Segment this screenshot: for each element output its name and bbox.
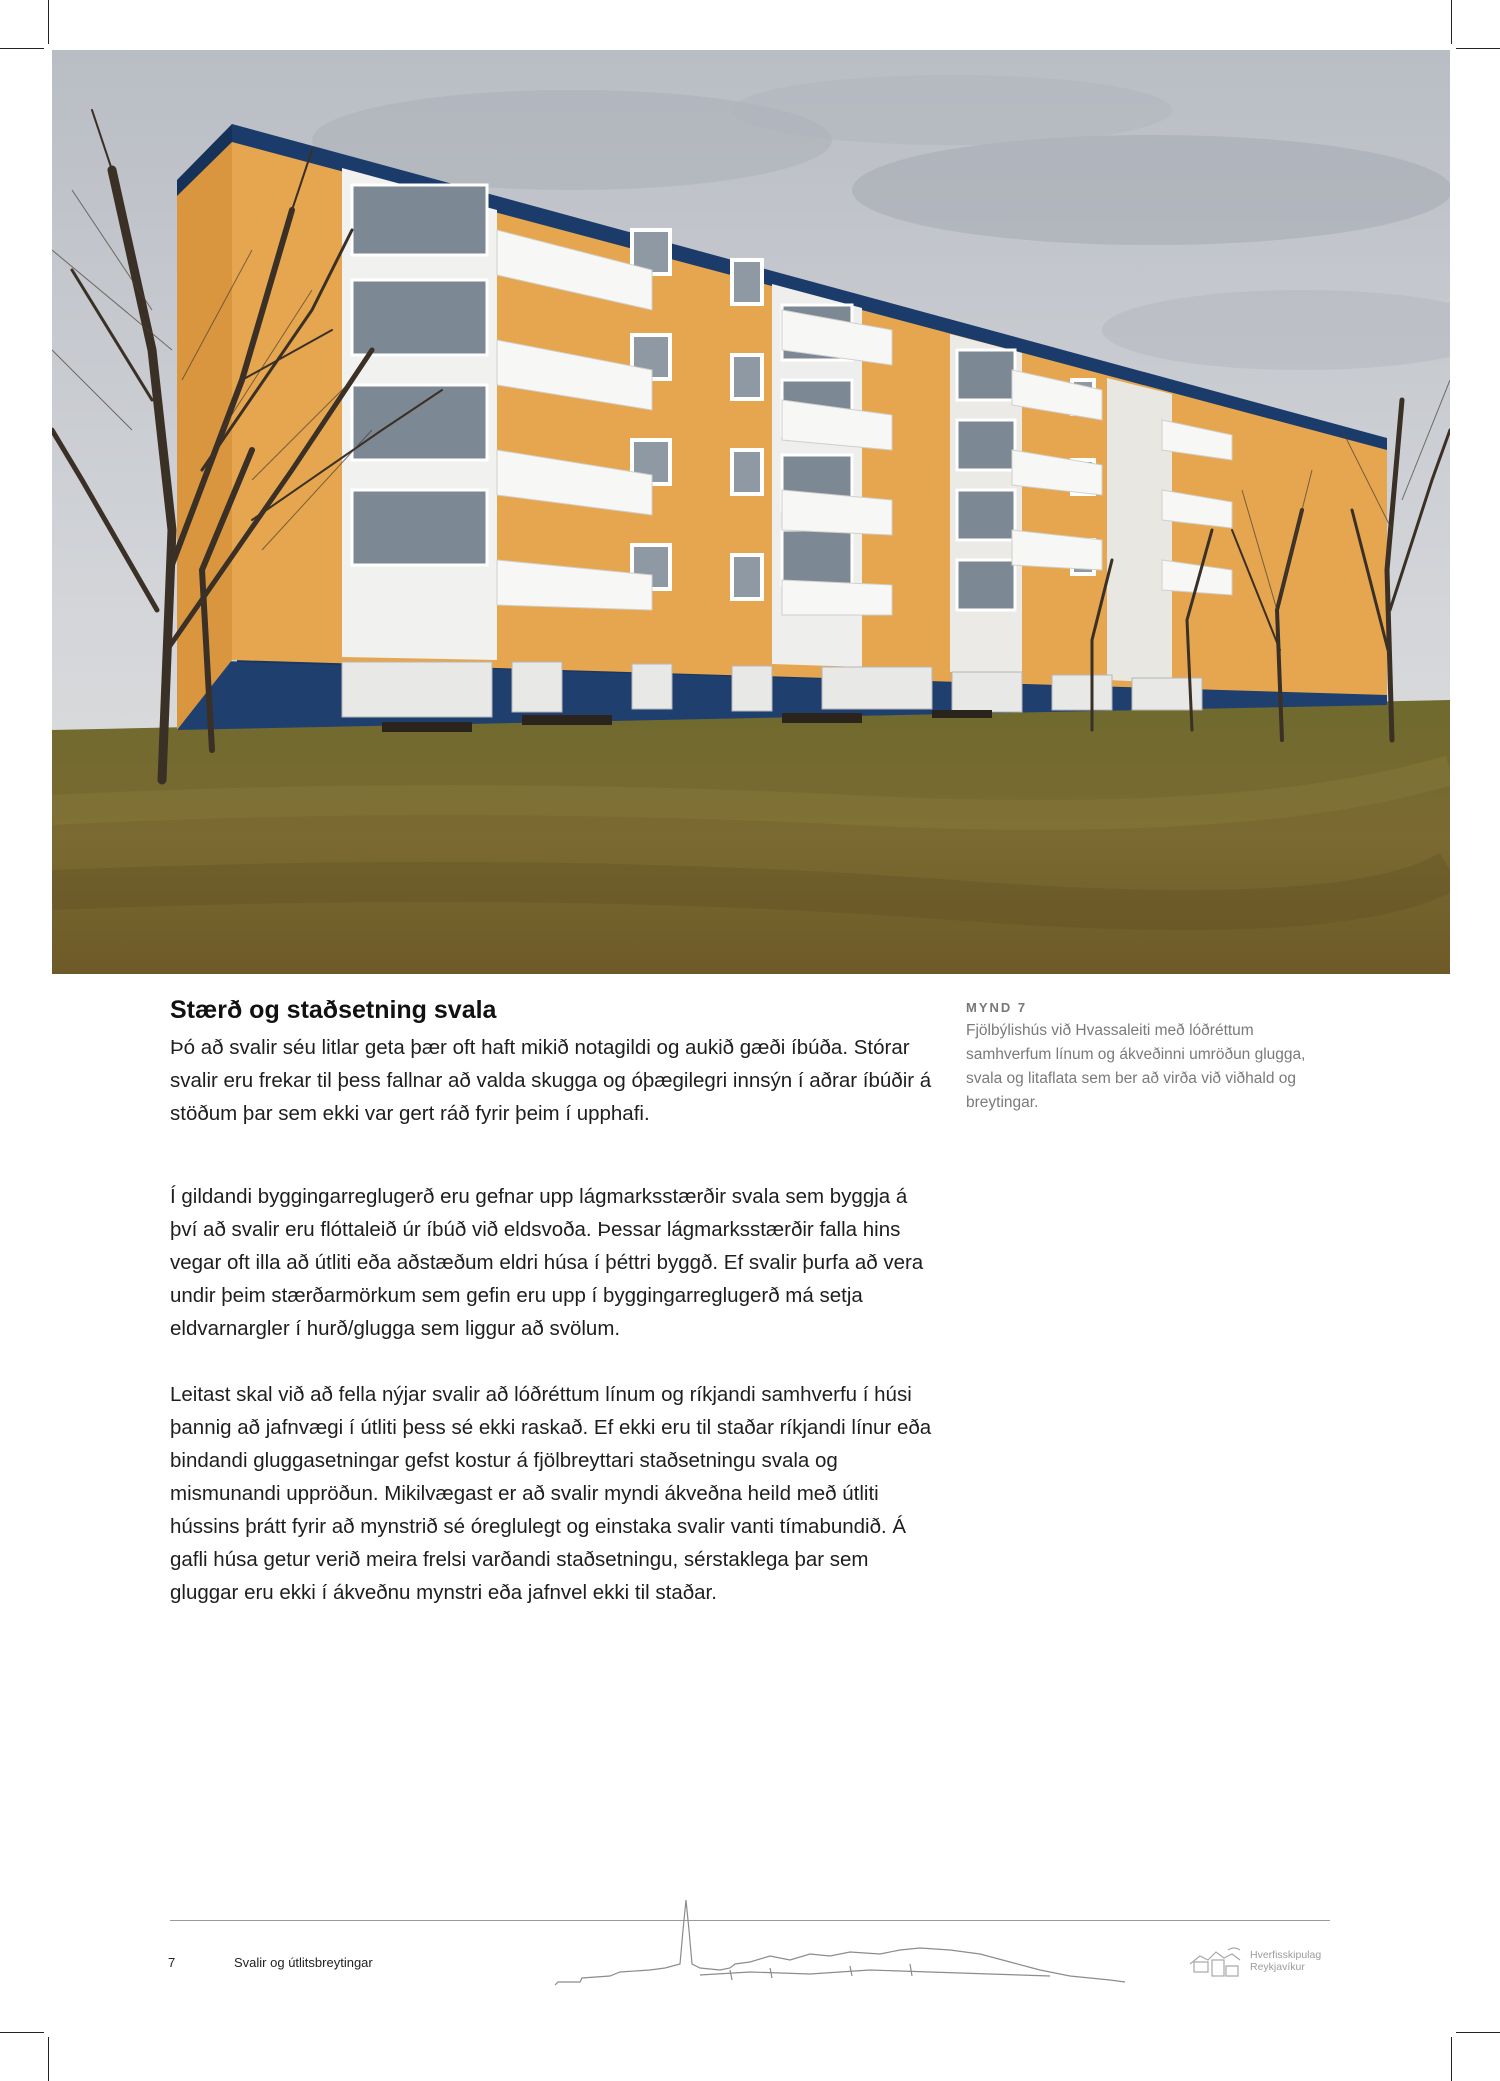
caption-label: MYND 7 [966, 1000, 1028, 1015]
logo-wordmark [1250, 1949, 1321, 1973]
logo-mark-icon [1188, 1944, 1244, 1985]
paragraph-1: Þó að svalir séu litlar geta þær oft haft mikið notagildi og aukið gæði íbúða. Stórar svalir eru frekar til þess fallnar að valda skugga og óþægilegri innsýn í aðrar íbúðir á stöðum þar sem ekki var gert ráð fyrir þeim í upphafi. [170, 1036, 932, 1125]
logo-line-2: Reykjavíkur [1250, 1961, 1305, 1973]
paragraph-2: Í gildandi byggingarreglugerð eru gefnar upp lágmarksstærðir svala sem byggja á því að svalir eru flóttaleið úr íbúð við eldsvoða. Þessar lágmarksstærðir falla hins vegar oft illa að útliti eða aðstæðum eldri húsa í þéttri byggð. Ef svalir þurfa að vera undir þeim stærðarmörkum sem gefin eru upp í byggingarreglugerð má setja eldvarnargler í hurð/glugga sem liggur að svölum. [170, 1185, 924, 1340]
document-title: Svalir og útlitsbreytingar [234, 1955, 373, 1970]
crop-mark [1451, 0, 1452, 44]
skyline-illustration-icon [550, 1890, 1130, 2005]
crop-mark [48, 2037, 49, 2081]
body-paragraph [170, 1378, 940, 1609]
paragraph-3: Leitast skal við að fella nýjar svalir að lóðréttum línum og ríkjandi samhverfu í húsi þannig að jafnvægi í útliti þess sé ekki raskað. Ef ekki eru til staðar ríkjandi línur eða bindandi gluggasetningar gefst kostur á fjölbreyttari staðsetningu svala og mismunandi uppröðun. Mikilvægast er að svalir myndi ákveðna heild með útliti hússins þrátt fyrir að mynstrið sé óreglulegt og einstaka svalir vanti tímabundið. Á gafli húsa getur verið meira frelsi varðandi staðsetningu, sérstaklega þar sem gluggar eru ekki í ákveðnu mynstri eða jafnvel ekki til staðar. [170, 1383, 932, 1604]
caption-text: Fjölbýlishús við Hvassaleiti með lóðréttum samhverfum línum og ákveðinni umröðun glugga, svala og litaflata sem ber að virða við viðhald og breytingar. [966, 1022, 1306, 1111]
figure-caption [966, 1000, 1336, 1115]
crop-mark [0, 2032, 44, 2033]
crop-mark [1451, 2037, 1452, 2081]
page-number: 7 [168, 1955, 176, 1970]
crop-mark [1456, 2032, 1500, 2033]
body-paragraph [170, 1031, 940, 1130]
crop-mark [0, 48, 44, 49]
section-heading: Stærð og staðsetning svala [170, 996, 497, 1024]
logo-line-1: Hverfisskipulag [1250, 1949, 1322, 1961]
crop-mark [48, 0, 49, 44]
crop-mark [1456, 48, 1500, 49]
building-photo [52, 50, 1450, 974]
body-paragraph [170, 1180, 940, 1345]
